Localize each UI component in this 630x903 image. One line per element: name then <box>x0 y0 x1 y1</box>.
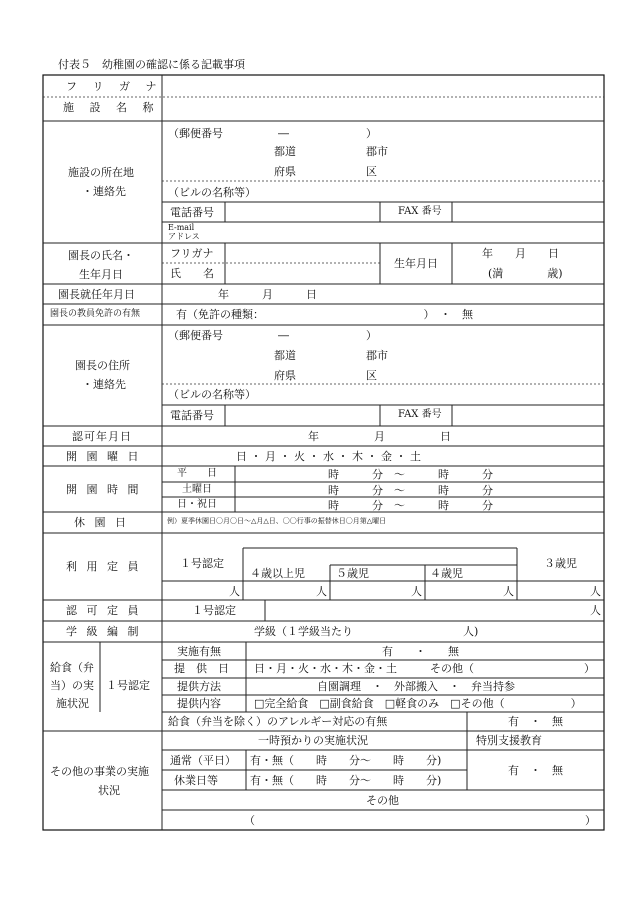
hours-weekday-label: 平 日 <box>177 468 217 479</box>
other-services-label-2: 状況 <box>98 784 120 797</box>
capacity-age5: ５歳児 <box>336 567 369 580</box>
director-label-2: 生年月日 <box>79 268 123 281</box>
director-label: 園長の氏名・ <box>68 249 134 262</box>
special-support-heading: 特別支援教育 <box>476 734 542 747</box>
appointment-date-value: 年 月 日 <box>218 288 317 301</box>
meals-label-3: 施状況 <box>56 697 89 710</box>
hours-holiday-label: 日・祝日 <box>177 499 217 510</box>
capacity-unit-5: 人 <box>411 585 422 598</box>
capacity-unit-4plus: 人 <box>316 585 327 598</box>
approved-capacity-type1: １号認定 <box>192 604 236 617</box>
postal-code-field: （郵便番号 ― ） <box>168 127 377 140</box>
director-fax-label: FAX 番号 <box>398 409 442 420</box>
open-days-value: 日 ・ 月 ・ 火 ・ 水 ・ 木 ・ 金 ・ 土 <box>236 450 421 463</box>
director-prefecture-todo: 都道 <box>274 349 296 362</box>
capacity-age3: ３歳児 <box>544 557 577 570</box>
prefecture-todo: 都道 <box>274 145 296 158</box>
meals-row-method-label: 提供方法 <box>177 680 221 693</box>
hours-weekday-value: 時 分 ～ 時 分 <box>328 468 493 481</box>
director-address-label-2: ・連絡先 <box>82 378 126 391</box>
address-label-2: ・連絡先 <box>82 185 126 198</box>
building-name-field: （ビルの名称等） <box>168 186 256 199</box>
phone-label: 電話番号 <box>170 206 214 219</box>
facility-furigana-label: フ リ ガ ナ <box>66 80 163 93</box>
meals-label: 給食（弁 <box>50 661 94 674</box>
class-org-label: 学 級 編 制 <box>66 625 142 638</box>
director-city-ku: 区 <box>366 369 377 382</box>
email-label: E-mail <box>168 223 195 232</box>
prefecture-fuken: 府県 <box>274 165 296 178</box>
temp-care-heading: 一時預かりの実施状況 <box>258 734 368 747</box>
document-title: 付表５ 幼稚園の確認に係る記載事項 <box>58 58 245 71</box>
birthdate-value: 年 月 日 <box>482 247 559 260</box>
meals-row-days-value: 日・月・火・水・木・金・土 その他（ ） <box>254 662 595 675</box>
director-phone-label: 電話番号 <box>170 409 214 422</box>
director-postal-field: （郵便番号 ― ） <box>168 329 377 342</box>
other-services-label: その他の事業の実施 <box>50 765 149 778</box>
email-label-2: アドレス <box>168 232 200 241</box>
birthdate-label: 生年月日 <box>394 257 438 270</box>
address-label: 施設の所在地 <box>68 166 134 179</box>
temp-care-weekday-value: 有・無（ 時 分～ 時 分) <box>250 754 442 767</box>
open-hours-label: 開 園 時 間 <box>66 483 142 496</box>
director-city-gunshi: 郡市 <box>366 349 388 362</box>
meals-label-2: 当）の実 <box>50 679 94 692</box>
meals-row-days-label: 提 供 日 <box>174 662 229 675</box>
holidays-label: 休 園 日 <box>74 516 129 529</box>
capacity-age4plus: ４歳以上児 <box>250 567 305 580</box>
capacity-unit-type1: 人 <box>229 585 240 598</box>
meals-allergy-label: 給食（弁当を除く）のアレルギー対応の有無 <box>168 715 388 728</box>
hours-saturday-value: 時 分 ～ 時 分 <box>328 484 493 497</box>
meals-type1: １号認定 <box>106 679 150 692</box>
meals-row-implemented-value: 有 ・ 無 <box>382 645 459 658</box>
age-value: (満 歳) <box>488 267 563 280</box>
meals-row-method-value: 自園調理 ・ 外部搬入 ・ 弁当持参 <box>317 680 515 693</box>
city-ku: 区 <box>366 165 377 178</box>
approval-date-label: 認可年月日 <box>72 430 132 443</box>
license-value: 有（免許の種類： ） ・ 無 <box>176 308 473 321</box>
city-gunshi: 郡市 <box>366 145 388 158</box>
special-support-value: 有 ・ 無 <box>508 764 563 777</box>
capacity-label: 利 用 定 員 <box>66 560 142 573</box>
director-name-label: 氏 名 <box>170 267 214 280</box>
license-label: 園長の教員免許の有無 <box>50 309 141 319</box>
meals-row-content-value: □完全給食 □副食給食 □軽食のみ □その他（ ） <box>254 697 582 710</box>
director-address-label: 園長の住所 <box>75 359 130 372</box>
temp-care-holiday-label: 休業日等 <box>174 774 218 787</box>
fax-label: FAX 番号 <box>398 206 442 217</box>
hours-holiday-value: 時 分 ～ 時 分 <box>328 499 493 512</box>
approved-capacity-unit: 人 <box>590 604 601 617</box>
open-days-label: 開 園 曜 日 <box>66 450 142 463</box>
director-prefecture-fuken: 府県 <box>274 369 296 382</box>
holidays-example: 例）夏季休園日〇月〇日～△月△日、〇〇行事の振替休日〇月第△曜日 <box>167 517 387 525</box>
meals-row-implemented-label: 実施有無 <box>177 645 221 658</box>
capacity-unit-3: 人 <box>590 585 601 598</box>
approval-date-value: 年 月 日 <box>308 430 451 443</box>
meals-allergy-value: 有 ・ 無 <box>508 715 563 728</box>
facility-name-label: 施 設 名 称 <box>63 101 160 114</box>
temp-care-weekday-label: 通常（平日） <box>170 754 236 767</box>
temp-care-holiday-value: 有・無（ 時 分～ 時 分) <box>250 774 442 787</box>
director-building-field: （ビルの名称等） <box>168 388 256 401</box>
capacity-age4: ４歳児 <box>430 567 463 580</box>
director-furigana-label: フリガナ <box>170 247 214 260</box>
other-heading: その他 <box>366 794 399 807</box>
hours-saturday-label: 土曜日 <box>182 484 212 495</box>
approved-capacity-label: 認 可 定 員 <box>66 604 142 617</box>
meals-row-content-label: 提供内容 <box>177 697 221 710</box>
capacity-unit-4: 人 <box>503 585 514 598</box>
other-paren-field: （ ） <box>244 814 596 827</box>
capacity-type1: １号認定 <box>180 557 224 570</box>
class-org-value: 学級（１学級当たり 人) <box>254 625 479 638</box>
appointment-date-label: 園長就任年月日 <box>58 288 135 301</box>
